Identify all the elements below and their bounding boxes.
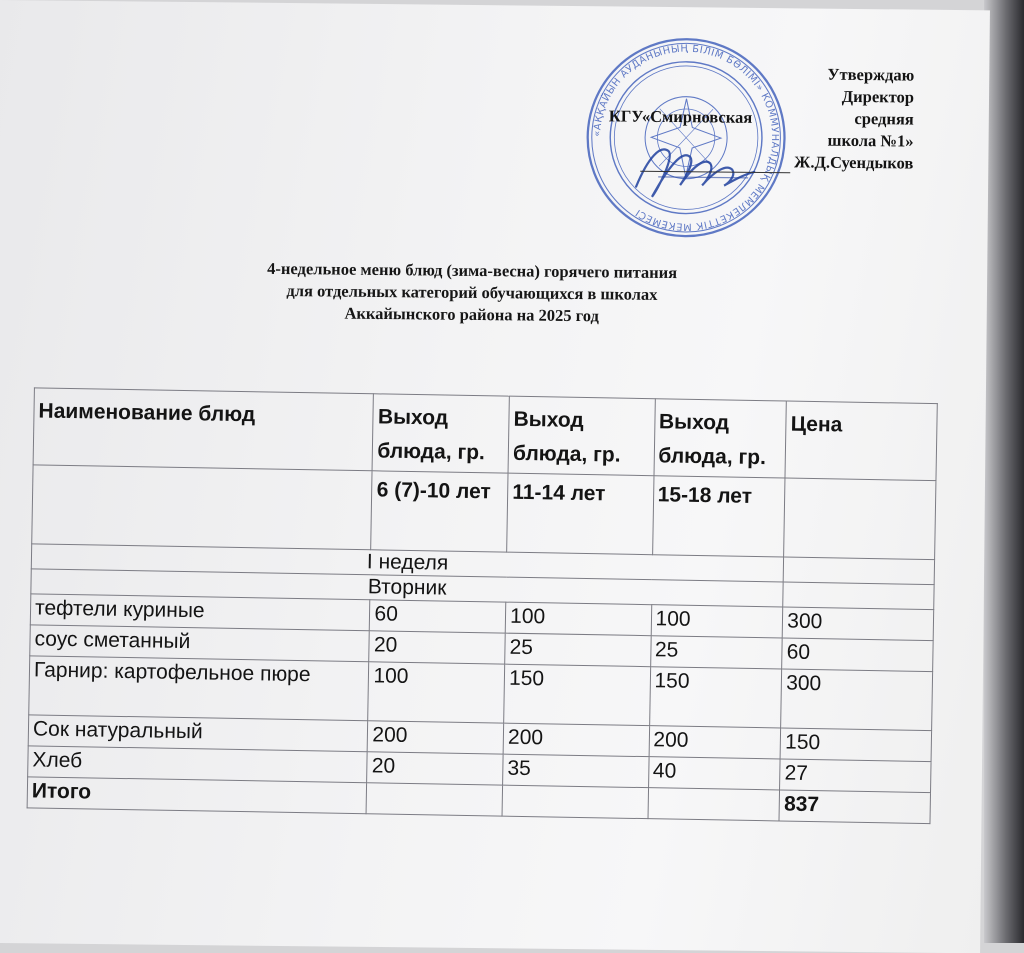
age-group-empty bbox=[32, 465, 373, 550]
dish-price: 150 bbox=[780, 728, 931, 762]
menu-table bbox=[27, 387, 938, 824]
signer-name: Ж.Д.Суендыков bbox=[793, 152, 914, 173]
signer-line bbox=[583, 149, 913, 174]
age-group-3: 15-18 лет bbox=[652, 476, 785, 557]
total-empty-3 bbox=[648, 788, 780, 821]
yield-middle: 35 bbox=[503, 754, 649, 788]
dish-price: 300 bbox=[782, 607, 933, 641]
header-yield-1: Выход блюда, гр. bbox=[373, 394, 510, 473]
total-empty-2 bbox=[502, 785, 648, 819]
approval-block bbox=[583, 61, 914, 174]
school-name-left: КГУ«Смирновская bbox=[608, 106, 753, 127]
header-price: Цена bbox=[785, 401, 937, 481]
yield-young: 200 bbox=[368, 721, 504, 754]
yield-young: 60 bbox=[370, 600, 506, 633]
day-label: Вторник bbox=[31, 569, 784, 607]
approval-word: Утверждаю bbox=[827, 64, 915, 85]
header-dish-name: Наименование блюд bbox=[33, 388, 374, 471]
day-price-empty bbox=[783, 582, 934, 610]
total-label: Итого bbox=[27, 777, 367, 814]
director-title: Директор bbox=[841, 86, 915, 107]
yield-young: 20 bbox=[369, 631, 505, 664]
dish-name: Сок натуральный bbox=[28, 715, 368, 752]
title-line-2: для отдельных категорий обучающихся в школах bbox=[286, 281, 658, 304]
dish-price: 27 bbox=[780, 759, 931, 793]
header-yield-3: Выход блюда, гр. bbox=[654, 399, 787, 478]
school-number: школа №1» bbox=[827, 130, 914, 151]
title-line-3: Аккайынского района на 2025 год bbox=[344, 303, 600, 326]
dish-name: Хлеб bbox=[28, 746, 368, 783]
title-line-1: 4-недельное меню блюд (зима-весна) горячего питания bbox=[267, 258, 678, 283]
yield-senior: 25 bbox=[650, 636, 782, 669]
yield-middle: 200 bbox=[503, 723, 649, 757]
yield-young: 100 bbox=[368, 662, 505, 723]
yield-middle: 25 bbox=[505, 633, 651, 667]
yield-senior: 150 bbox=[649, 667, 782, 728]
yield-senior: 100 bbox=[651, 605, 783, 638]
page-edge-shadow bbox=[984, 0, 1024, 943]
header-yield-2: Выход блюда, гр. bbox=[508, 396, 655, 476]
age-group-price-empty bbox=[784, 478, 936, 560]
week-price-empty bbox=[783, 557, 934, 585]
dish-price: 60 bbox=[782, 638, 933, 672]
yield-senior: 40 bbox=[648, 757, 780, 790]
yield-senior: 200 bbox=[649, 726, 781, 759]
dish-name: тефтели куриные bbox=[30, 594, 370, 631]
dish-name: Гарнир: картофельное пюре bbox=[29, 656, 369, 721]
week-label: I неделя bbox=[31, 544, 784, 582]
yield-middle: 100 bbox=[505, 602, 651, 636]
signature-underline bbox=[640, 157, 790, 174]
school-name-right: средняя bbox=[854, 108, 914, 129]
dish-name: соус сметанный bbox=[30, 625, 370, 662]
stamp-ring-text: «АҚҚАЙЫН АУДАНЫНЫҢ БІЛІМ БӨЛІМІ» КОММУНАЛДЫҚ МЕМЛЕКЕТТІК МЕКЕМЕСІ bbox=[591, 43, 781, 232]
total-empty-1 bbox=[367, 783, 503, 816]
document-title bbox=[177, 257, 768, 329]
yield-middle: 150 bbox=[504, 664, 650, 726]
age-group-1: 6 (7)-10 лет bbox=[371, 471, 508, 552]
total-value: 837 bbox=[779, 790, 930, 824]
school-name-line bbox=[584, 105, 914, 130]
yield-young: 20 bbox=[367, 752, 503, 785]
age-group-2: 11-14 лет bbox=[507, 473, 654, 555]
dish-price: 300 bbox=[781, 669, 933, 731]
